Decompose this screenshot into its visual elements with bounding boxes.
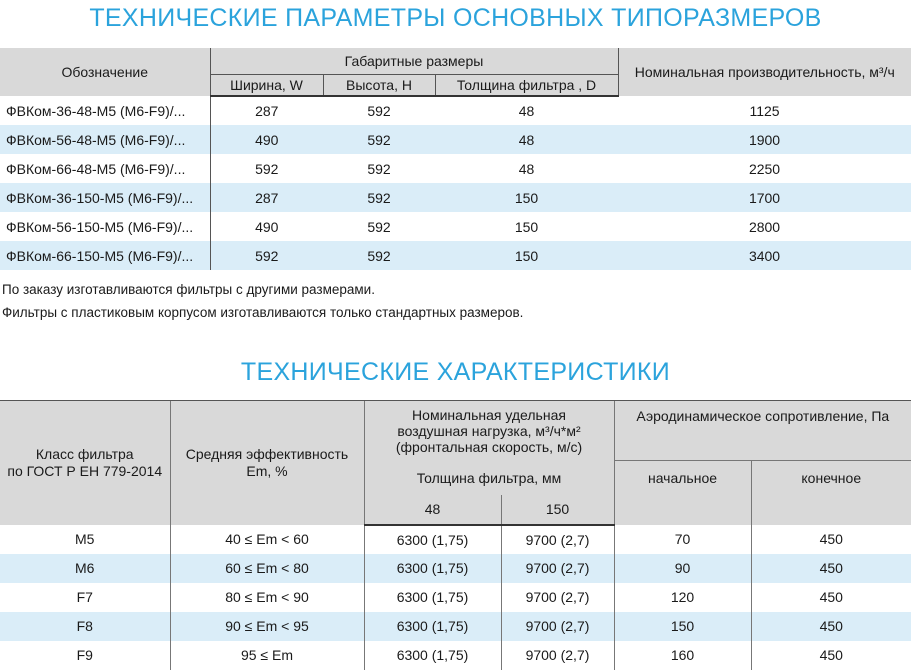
width-cell: 287 xyxy=(210,183,323,212)
header-thickness-48: 48 xyxy=(364,495,501,525)
capacity-cell: 3400 xyxy=(618,241,911,270)
efficiency-cell: 95 ≤ Em xyxy=(170,641,364,670)
class-cell: F7 xyxy=(76,589,93,605)
load-150-cell: 9700 (2,7) xyxy=(501,554,614,583)
header-designation: Обозначение xyxy=(0,48,210,96)
width-cell: 490 xyxy=(255,218,279,235)
header-capacity: Номинальная производительность, м³/ч xyxy=(618,48,911,96)
table-row xyxy=(0,241,911,270)
class-cell: M6 xyxy=(0,554,170,583)
load-150-cell: 9700 (2,7) xyxy=(501,583,614,612)
width-cell: 592 xyxy=(255,160,279,177)
load-48-cell: 6300 (1,75) xyxy=(364,612,501,641)
table-row xyxy=(0,641,911,670)
load-48-cell: 6300 (1,75) xyxy=(364,583,501,612)
designation-cell: ФВКом-66-150-М5 (М6-F9)/... xyxy=(0,241,210,270)
load-150-cell: 9700 (2,7) xyxy=(501,525,614,554)
initial-resistance-cell: 70 xyxy=(614,525,751,554)
table-row xyxy=(0,183,911,212)
section-title-parameters: ТЕХНИЧЕСКИЕ ПАРАМЕТРЫ ОСНОВНЫХ ТИПОРАЗМЕРОВ xyxy=(89,4,822,32)
section-title-characteristics: ТЕХНИЧЕСКИЕ ХАРАКТЕРИСТИКИ xyxy=(240,358,671,386)
thickness-cell: 48 xyxy=(518,160,535,177)
class-cell: F9 xyxy=(76,647,93,663)
capacity-cell: 1700 xyxy=(618,183,911,212)
designation-cell: ФВКом-36-48-М5 (М6-F9)/... xyxy=(0,96,210,125)
characteristics-table xyxy=(0,400,911,670)
initial-resistance-cell: 160 xyxy=(614,641,751,670)
thickness-cell: 150 xyxy=(435,241,618,270)
initial-resistance-cell: 120 xyxy=(614,583,751,612)
note-custom-sizes: По заказу изготавливаются фильтры с другими размерами. xyxy=(2,282,375,297)
thickness-cell: 48 xyxy=(518,103,535,119)
height-cell: 592 xyxy=(367,218,391,235)
capacity-cell: 1125 xyxy=(749,102,780,119)
table-row xyxy=(0,96,911,125)
capacity-cell: 2250 xyxy=(748,160,781,177)
header-final: конечное xyxy=(751,461,911,525)
class-cell: F8 xyxy=(0,612,170,641)
height-cell: 592 xyxy=(367,103,391,119)
final-resistance-cell: 450 xyxy=(751,554,911,583)
designation-cell: ФВКом-56-150-М5 (М6-F9)/... xyxy=(0,212,210,241)
table-row xyxy=(0,125,911,154)
header-resistance: Аэродинамическое сопротивление, Па xyxy=(614,401,911,461)
final-resistance-cell: 450 xyxy=(751,583,911,612)
capacity-cell: 1900 xyxy=(618,125,911,154)
table-row xyxy=(0,525,911,554)
designation-cell: ФВКом-36-150-М5 (М6-F9)/... xyxy=(0,183,210,212)
table-row xyxy=(0,612,911,641)
class-cell: M5 xyxy=(75,531,95,547)
header-initial: начальное xyxy=(614,461,751,525)
height-cell: 592 xyxy=(323,183,435,212)
designation-cell: ФВКом-56-48-М5 (М6-F9)/... xyxy=(0,125,210,154)
load-150-cell: 9700 (2,7) xyxy=(501,641,614,670)
final-resistance-cell: 450 xyxy=(751,612,911,641)
header-air-load: Номинальная удельная воздушная нагрузка, м³/ч*м² (фронтальная скорость, м/с) xyxy=(364,401,614,461)
final-resistance-cell: 450 xyxy=(751,641,911,670)
height-cell: 592 xyxy=(367,160,391,177)
table-row xyxy=(0,554,911,583)
thickness-cell: 150 xyxy=(435,183,618,212)
header-filter-class: Класс фильтра по ГОСТ Р ЕН 779-2014 xyxy=(0,401,170,525)
header-thickness: Толщина фильтра , D xyxy=(435,74,618,96)
header-width: Ширина, W xyxy=(210,74,323,96)
width-cell: 490 xyxy=(210,125,323,154)
initial-resistance-cell: 90 xyxy=(614,554,751,583)
efficiency-cell: 90 ≤ Em < 95 xyxy=(170,612,364,641)
efficiency-cell: 40 ≤ Em < 60 xyxy=(170,525,364,554)
height-cell: 592 xyxy=(323,241,435,270)
header-thickness-mm: Толщина фильтра, мм xyxy=(364,461,614,495)
load-48-cell: 6300 (1,75) xyxy=(364,641,501,670)
parameters-table xyxy=(0,48,911,270)
efficiency-cell: 60 ≤ Em < 80 xyxy=(170,554,364,583)
header-height: Высота, H xyxy=(323,74,435,96)
designation-cell: ФВКом-66-48-М5 (М6-F9)/... xyxy=(0,154,210,183)
initial-resistance-cell: 150 xyxy=(614,612,751,641)
width-cell: 592 xyxy=(210,241,323,270)
table-row xyxy=(0,583,911,612)
final-resistance-cell: 450 xyxy=(751,525,911,554)
load-48-cell: 6300 (1,75) xyxy=(364,525,501,554)
width-cell: 287 xyxy=(255,103,279,119)
header-efficiency: Средняя эффективность Em, % xyxy=(170,401,364,525)
height-cell: 592 xyxy=(323,125,435,154)
thickness-cell: 48 xyxy=(435,125,618,154)
efficiency-cell: 80 ≤ Em < 90 xyxy=(170,583,364,612)
thickness-cell: 150 xyxy=(514,218,539,235)
table-row xyxy=(0,212,911,241)
header-thickness-150: 150 xyxy=(501,495,614,525)
table-row xyxy=(0,154,911,183)
load-48-cell: 6300 (1,75) xyxy=(364,554,501,583)
header-dimensions: Габаритные размеры xyxy=(210,48,618,74)
note-plastic-housing: Фильтры с пластиковым корпусом изготавливаются только стандартных размеров. xyxy=(2,305,524,320)
capacity-cell: 2800 xyxy=(748,218,781,235)
load-150-cell: 9700 (2,7) xyxy=(501,612,614,641)
